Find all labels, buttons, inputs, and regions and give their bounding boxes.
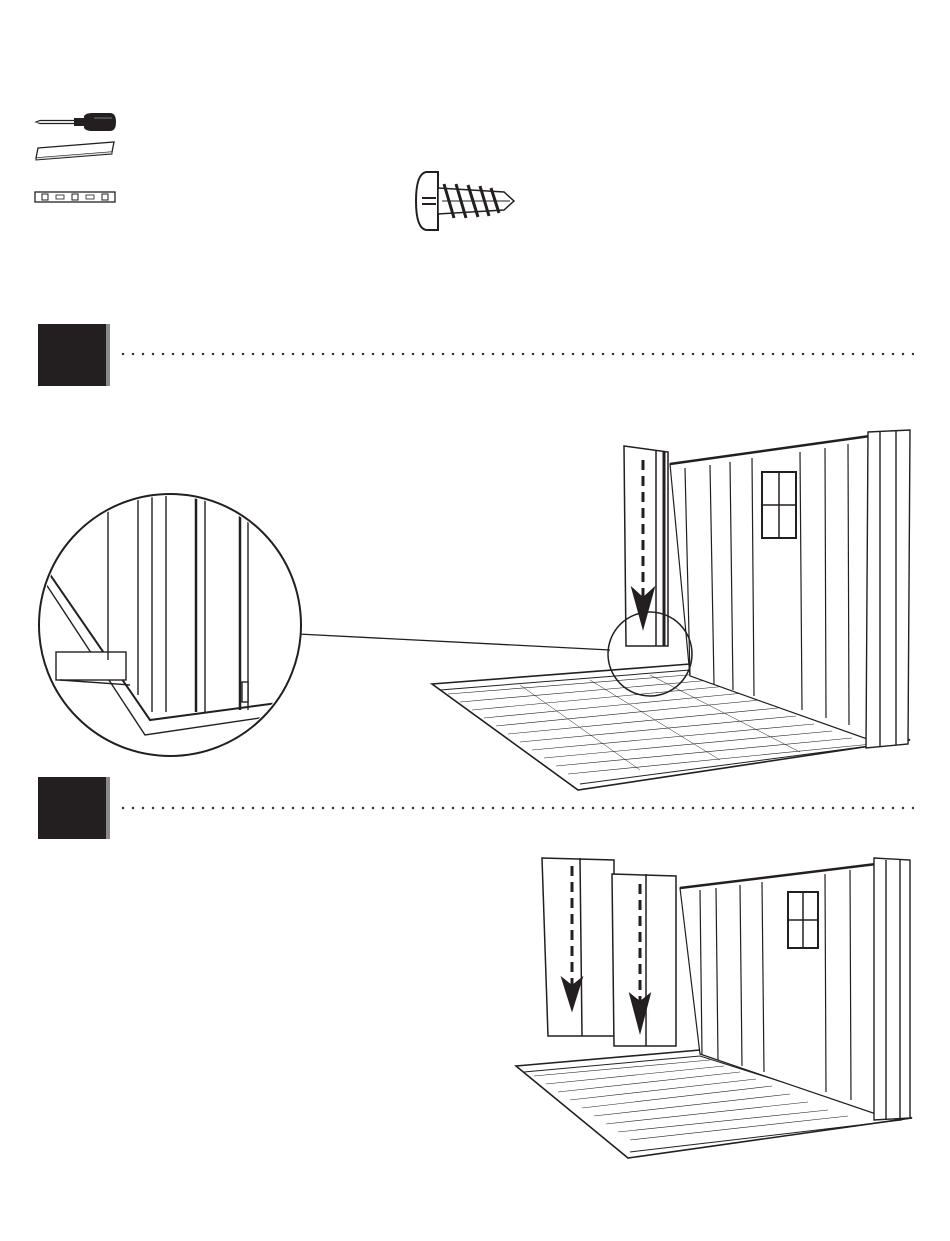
- wall-panel: [542, 858, 614, 1036]
- wall-panel: [612, 874, 676, 1046]
- screw-icon: [414, 168, 524, 234]
- wood-block-icon: [34, 140, 118, 162]
- step-divider: [118, 806, 914, 810]
- step-1-illustration: [0, 390, 950, 800]
- step-marker: [38, 324, 110, 386]
- screwdriver-icon: [34, 112, 118, 132]
- corner-post: [874, 858, 910, 1120]
- step-2-illustration: [0, 850, 950, 1170]
- step-marker: [38, 777, 110, 839]
- corner-post: [866, 430, 910, 748]
- step-divider: [118, 352, 914, 356]
- level-icon: [34, 190, 118, 204]
